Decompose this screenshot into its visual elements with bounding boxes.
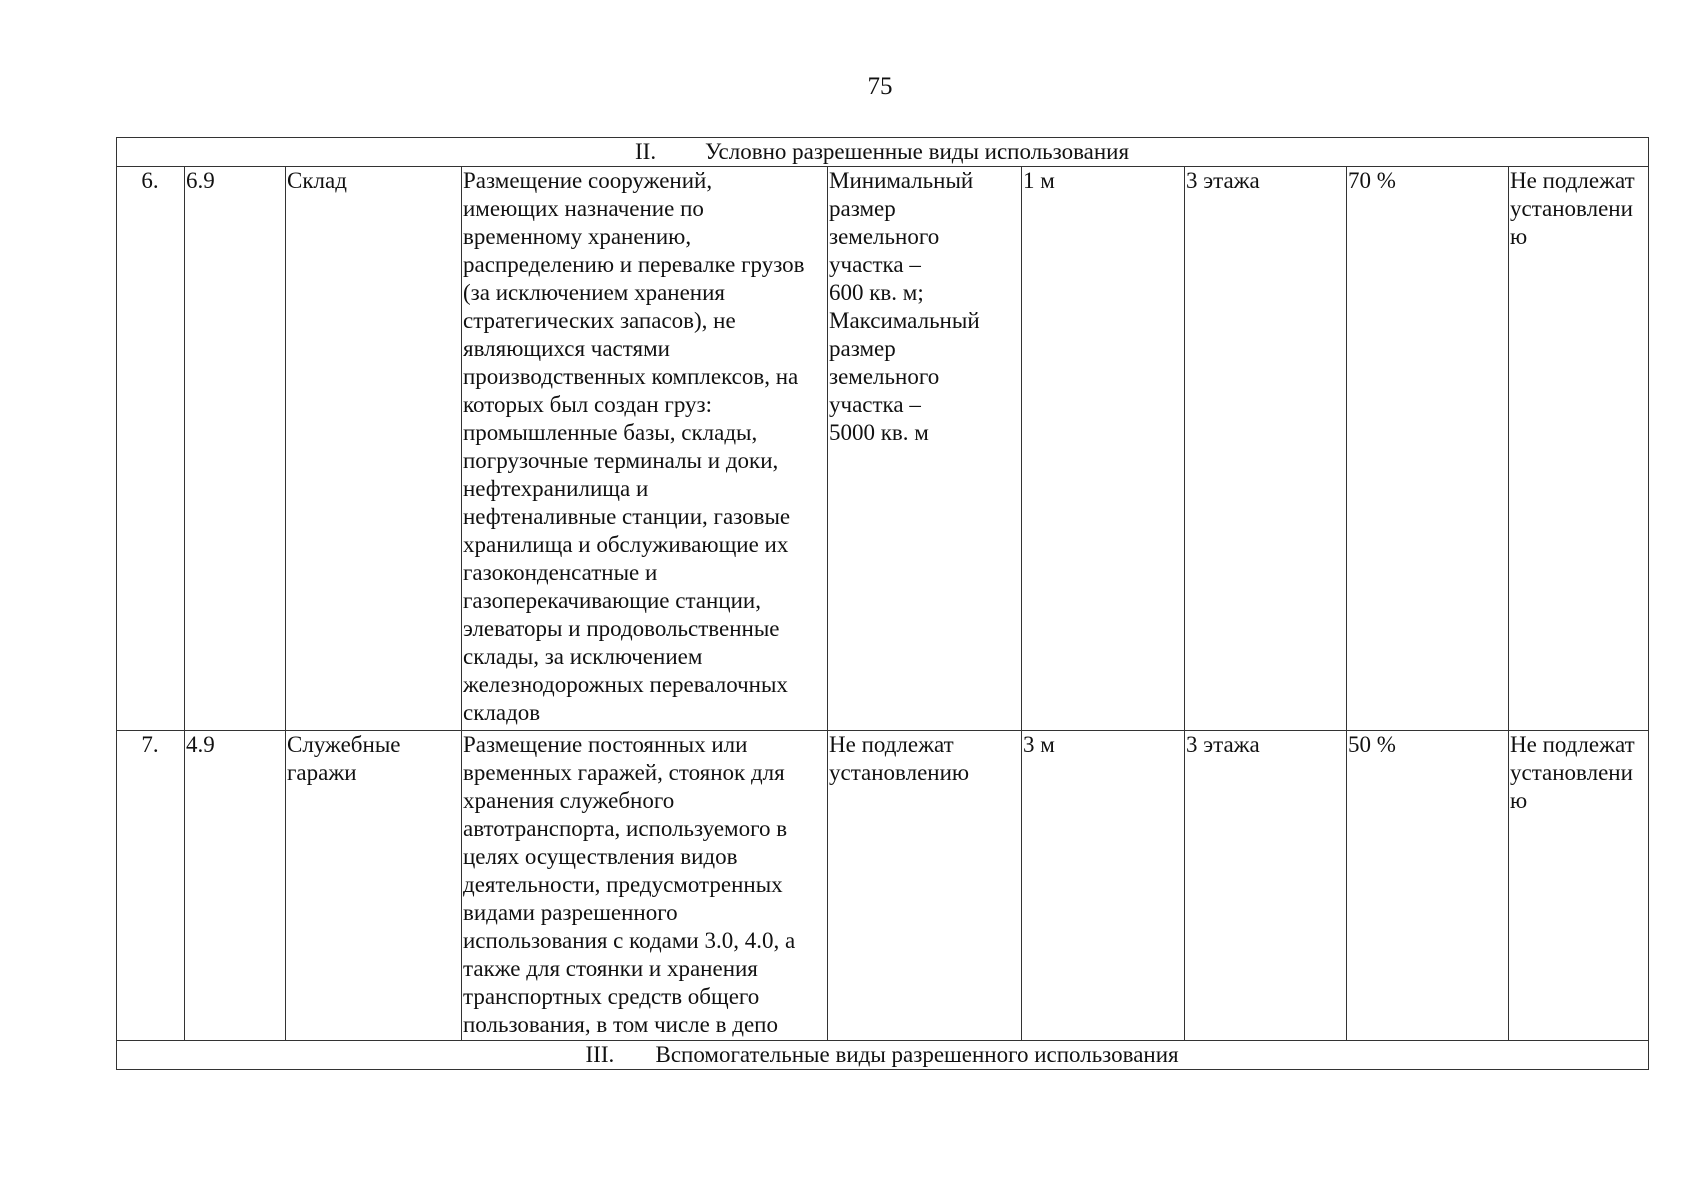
- text-line: нефтеналивные станции, газовые: [463, 504, 791, 529]
- page-number: 75: [867, 73, 893, 100]
- text-line: Склад: [287, 168, 347, 193]
- text-line: установлению: [829, 760, 970, 785]
- max-coverage: 50 %: [1347, 731, 1509, 1041]
- text-line: Размещение сооружений,: [463, 168, 713, 193]
- plot-size: [828, 731, 1022, 1041]
- text-line: участка –: [829, 252, 921, 277]
- use-name: [286, 167, 462, 731]
- use-code: 6.9: [185, 167, 286, 731]
- text-line: размер: [829, 336, 896, 361]
- text-line: промышленные базы, склады,: [463, 420, 758, 445]
- section-3-title: Вспомогательные виды разрешенного использования: [655, 1042, 1179, 1067]
- text-line: размер: [829, 196, 896, 221]
- section-2-roman: II.: [635, 139, 657, 164]
- max-floors: 3 этажа: [1185, 167, 1347, 731]
- section-2-title: Условно разрешенные виды использования: [705, 139, 1130, 164]
- min-indent: 3 м: [1022, 731, 1185, 1041]
- text-line: Служебные: [287, 732, 401, 757]
- text-line: деятельности, предусмотренных: [463, 872, 783, 897]
- text-line: Не подлежат: [829, 732, 954, 757]
- text-line: складов: [463, 700, 541, 725]
- text-line: земельного: [829, 364, 940, 389]
- text-line: производственных комплексов, на: [463, 364, 799, 389]
- text-line: установлени: [1510, 196, 1633, 221]
- text-line: видами разрешенного: [463, 900, 678, 925]
- text-line: участка –: [829, 392, 921, 417]
- text-line: транспортных средств общего: [463, 984, 760, 1009]
- text-line: газоперекачивающие станции,: [463, 588, 761, 613]
- section-3-roman: III.: [585, 1042, 615, 1067]
- text-line: использования с кодами 3.0, 4.0, а: [463, 928, 796, 953]
- text-line: хранения служебного: [463, 788, 675, 813]
- text-line: 600 кв. м;: [829, 280, 924, 305]
- text-line: земельного: [829, 224, 940, 249]
- text-line: распределению и перевалке грузов: [463, 252, 805, 277]
- row-number: 6.: [117, 167, 185, 731]
- text-line: имеющих назначение по: [463, 196, 704, 221]
- max-coverage: 70 %: [1347, 167, 1509, 731]
- table-row: [117, 167, 1649, 731]
- text-line: стратегических запасов), не: [463, 308, 736, 333]
- text-line: Минимальный: [829, 168, 974, 193]
- text-line: погрузочные терминалы и доки,: [463, 448, 779, 473]
- text-line: установлени: [1510, 760, 1633, 785]
- use-description: [462, 167, 828, 731]
- text-line: 5000 кв. м: [829, 420, 929, 445]
- use-name: [286, 731, 462, 1041]
- text-line: хранилища и обслуживающие их: [463, 532, 789, 557]
- text-line: нефтехранилища и: [463, 476, 649, 501]
- min-indent: 1 м: [1022, 167, 1185, 731]
- section-2-header: [117, 138, 1649, 167]
- section-3-header: [117, 1041, 1649, 1070]
- use-description: [462, 731, 828, 1041]
- text-line: ю: [1510, 788, 1528, 813]
- text-line: Не подлежат: [1510, 168, 1635, 193]
- text-line: временных гаражей, стоянок для: [463, 760, 785, 785]
- table-row: [117, 731, 1649, 1041]
- text-line: элеваторы и продовольственные: [463, 616, 780, 641]
- text-line: целях осуществления видов: [463, 844, 738, 869]
- max-floors: 3 этажа: [1185, 731, 1347, 1041]
- plot-size: [828, 167, 1022, 731]
- other-params: [1509, 167, 1649, 731]
- text-line: склады, за исключением: [463, 644, 703, 669]
- text-line: также для стоянки и хранения: [463, 956, 758, 981]
- text-line: пользования, в том числе в депо: [463, 1012, 778, 1037]
- text-line: гаражи: [287, 760, 357, 785]
- section-header-row: [117, 138, 1649, 167]
- text-line: газоконденсатные и: [463, 560, 658, 585]
- text-line: Размещение постоянных или: [463, 732, 748, 757]
- text-line: железнодорожных перевалочных: [463, 672, 788, 697]
- text-line: являющихся частями: [463, 336, 670, 361]
- use-code: 4.9: [185, 731, 286, 1041]
- other-params: [1509, 731, 1649, 1041]
- text-line: ю: [1510, 224, 1528, 249]
- text-line: автотранспорта, используемого в: [463, 816, 788, 841]
- text-line: (за исключением хранения: [463, 280, 726, 305]
- text-line: Не подлежат: [1510, 732, 1635, 757]
- text-line: Максимальный: [829, 308, 980, 333]
- row-number: 7.: [117, 731, 185, 1041]
- text-line: временному хранению,: [463, 224, 692, 249]
- text-line: которых был создан груз:: [463, 392, 712, 417]
- land-use-table: [116, 137, 1649, 1070]
- section-header-row: [117, 1041, 1649, 1070]
